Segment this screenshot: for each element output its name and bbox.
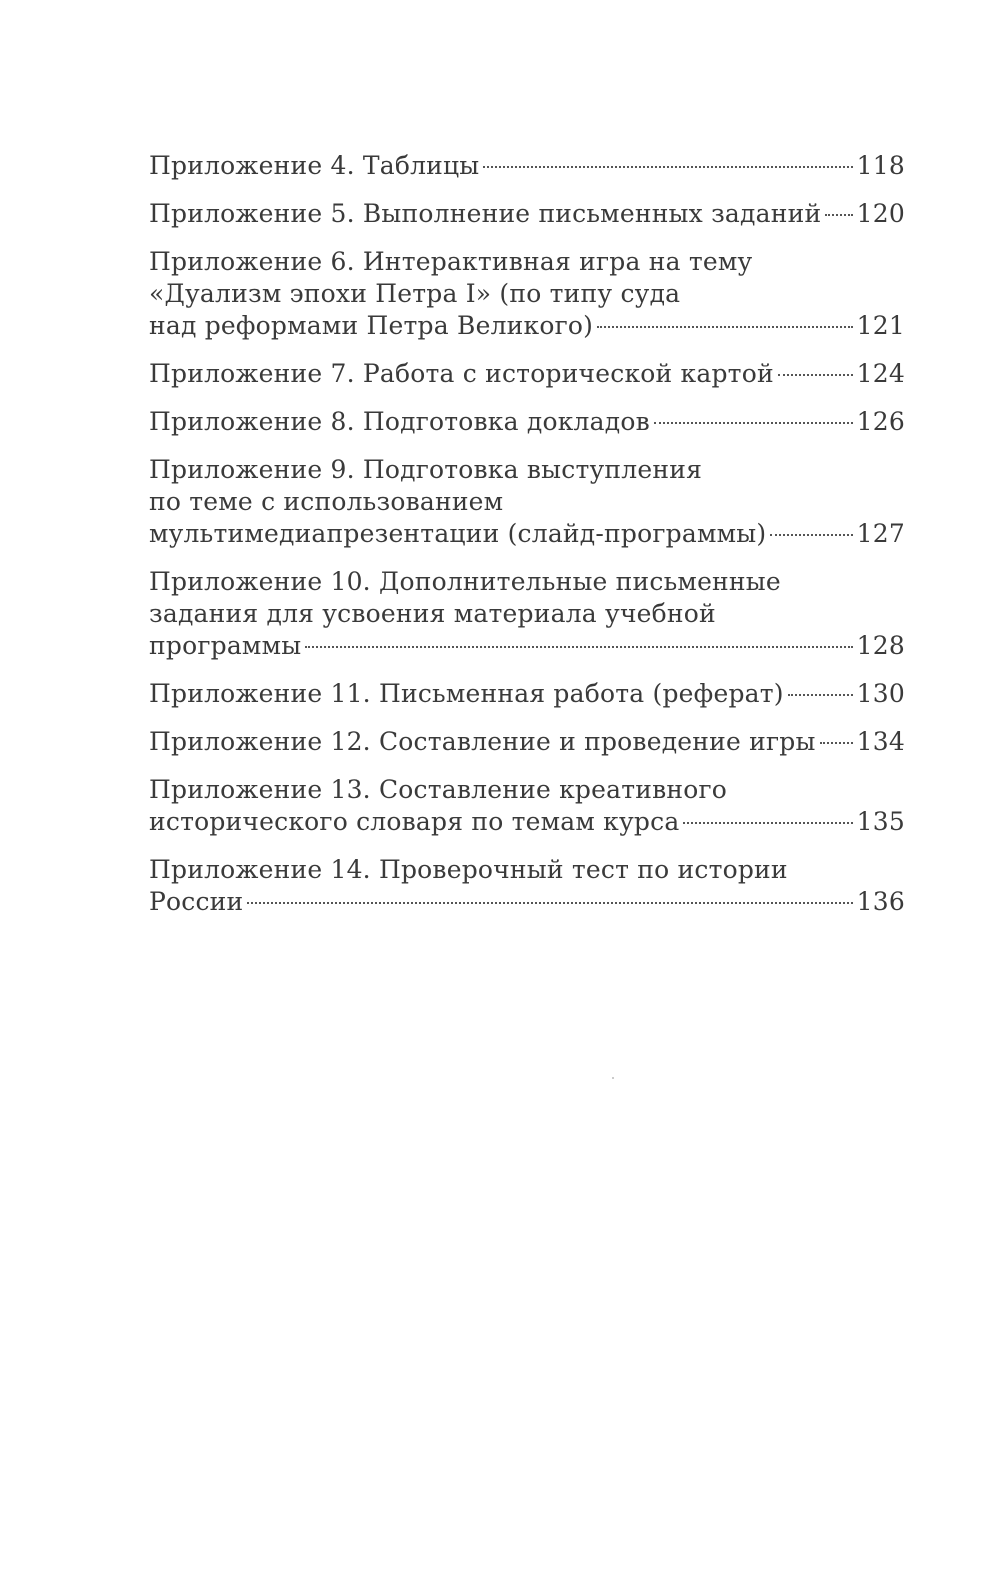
dot-leader [683, 822, 852, 824]
toc-entry-appendix-13 [149, 774, 905, 838]
dot-leader [778, 374, 853, 376]
toc-entry-title: мультимедиапрезентации (слайд-программы) [149, 519, 767, 548]
toc-entry-title: Приложение 7. Работа с исторической картой [149, 359, 774, 388]
toc-entry-last-line [149, 726, 905, 758]
toc-entry-appendix-9 [149, 454, 905, 550]
table-of-contents [149, 150, 905, 934]
toc-entry-appendix-6 [149, 246, 905, 342]
toc-entry-line: Приложение 6. Интерактивная игра на тему [149, 247, 753, 276]
toc-page-number: 120 [856, 199, 905, 228]
toc-entry-title: Приложение 11. Письменная работа (реферат) [149, 679, 784, 708]
toc-page-number: 126 [856, 407, 905, 436]
toc-entry-title: России [149, 887, 244, 916]
toc-entry-last-line [149, 150, 905, 182]
toc-page-number: 121 [856, 311, 905, 340]
toc-entry-appendix-12 [149, 726, 905, 758]
toc-entry-title: исторического словаря по темам курса [149, 807, 680, 836]
toc-entry-last-line [149, 806, 905, 838]
toc-entry-appendix-5 [149, 198, 905, 230]
print-speck [612, 1077, 614, 1079]
toc-entry-line: Приложение 13. Составление креативного [149, 775, 728, 804]
toc-entry-line: задания для усвоения материала учебной [149, 599, 716, 628]
dot-leader [820, 742, 853, 744]
dot-leader [654, 422, 853, 424]
toc-entry-last-line [149, 358, 905, 390]
dot-leader [305, 646, 852, 648]
toc-entry-last-line [149, 886, 905, 918]
toc-entry-appendix-10 [149, 566, 905, 662]
toc-entry-title: над реформами Петра Великого) [149, 311, 594, 340]
toc-page-number: 127 [856, 519, 905, 548]
toc-page-number: 118 [856, 151, 905, 180]
dot-leader [788, 694, 853, 696]
dot-leader [247, 902, 852, 904]
toc-entry-last-line [149, 198, 905, 230]
toc-entry-appendix-8 [149, 406, 905, 438]
toc-page-number: 128 [856, 631, 905, 660]
toc-page-number: 130 [856, 679, 905, 708]
toc-entry-last-line [149, 678, 905, 710]
toc-page-number: 136 [856, 887, 905, 916]
toc-entry-title: Приложение 4. Таблицы [149, 151, 480, 180]
toc-page-number: 134 [856, 727, 905, 756]
toc-entry-appendix-4 [149, 150, 905, 182]
toc-page-number: 135 [856, 807, 905, 836]
toc-entry-last-line [149, 630, 905, 662]
toc-entry-title: Приложение 8. Подготовка докладов [149, 407, 650, 436]
toc-entry-last-line [149, 310, 905, 342]
toc-entry-line: Приложение 10. Дополнительные письменные [149, 567, 781, 596]
toc-entry-last-line [149, 518, 905, 550]
dot-leader [483, 166, 852, 168]
toc-entry-line: по теме с использованием [149, 487, 504, 516]
toc-entry-appendix-14 [149, 854, 905, 918]
toc-entry-appendix-7 [149, 358, 905, 390]
dot-leader [770, 534, 852, 536]
toc-entry-line: Приложение 14. Проверочный тест по истории [149, 855, 788, 884]
toc-page-number: 124 [856, 359, 905, 388]
dot-leader [597, 326, 853, 328]
toc-entry-line: «Дуализм эпохи Петра I» (по типу суда [149, 279, 681, 308]
toc-entry-line: Приложение 9. Подготовка выступления [149, 455, 703, 484]
toc-entry-title: Приложение 5. Выполнение письменных заданий [149, 199, 822, 228]
dot-leader [825, 214, 852, 216]
toc-entry-last-line [149, 406, 905, 438]
toc-entry-appendix-11 [149, 678, 905, 710]
toc-entry-title: программы [149, 631, 302, 660]
toc-entry-title: Приложение 12. Составление и проведение игры [149, 727, 816, 756]
